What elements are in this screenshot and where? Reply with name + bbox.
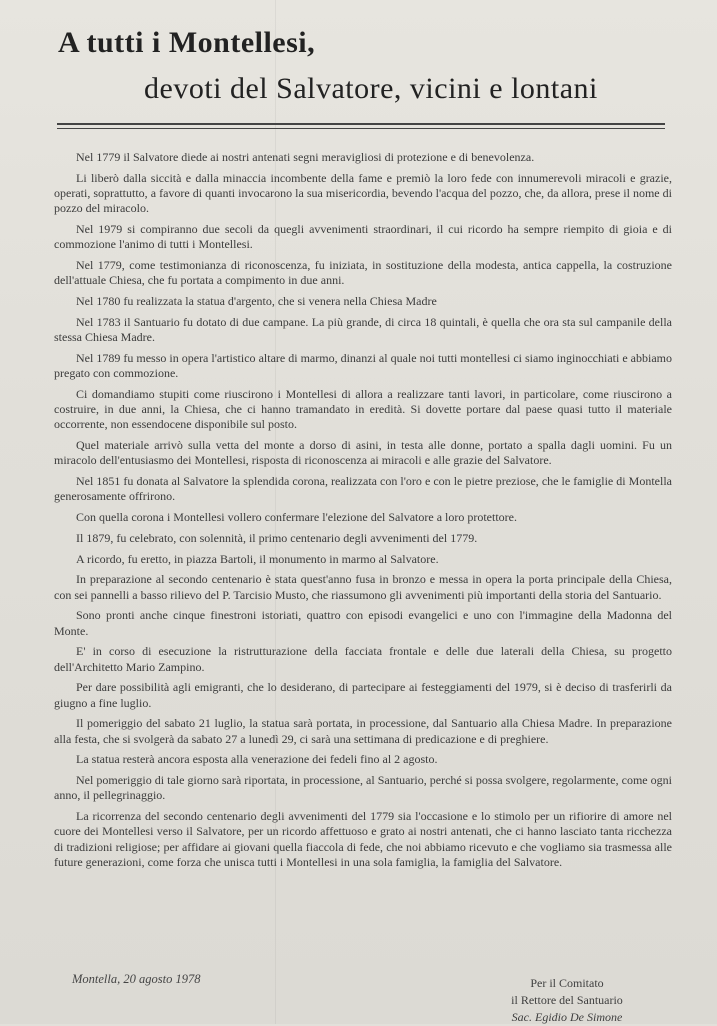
paragraph: Li liberò dalla siccità e dalla minaccia incombente della fame e premiò la loro fede con innumerevoli miracoli e grazie, operati, soprattutto, a favore di quanti invocarono la sua misericordia, bevendo l'acqua del pozzo, che, da allora, prese il nome di pozzo del miracolo. — [54, 170, 672, 216]
paragraph: In preparazione al secondo centenario è stata quest'anno fusa in bronzo e messa in opera la porta principale della Chiesa, con sei pannelli a basso rilievo del P. Tarcisio Musto, che riassumono gli avvenimenti più importanti della storia del Santuario. — [54, 572, 672, 602]
paragraph: Nel 1780 fu realizzata la statua d'argento, che si venera nella Chiesa Madre — [76, 294, 437, 308]
paragraph: A ricordo, fu eretto, in piazza Bartoli, il monumento in marmo al Salvatore. — [76, 551, 439, 566]
title-line-1: A tutti i Montellesi, — [58, 26, 316, 59]
paragraph: Nel 1783 il Santuario fu dotato di due campane. La più grande, di circa 18 quintali, è quella che ora sta sul campanile della stessa Chiesa Madre. — [54, 314, 672, 344]
body-text — [54, 150, 672, 876]
paragraph: Ci domandiamo stupiti come riuscirono i Montellesi di allora a realizzare tanti lavori, in particolare, come riuscirono a costruire, in due anni, la Chiesa, che ci hanno tramandato in eredità. Si dovette portare dal paese quasi tutto il materiale occorrente, non essendocene disponibile sul posto. — [54, 386, 672, 432]
signature-role: il Rettore del Santuario — [511, 993, 623, 1007]
title-rule-thin — [57, 128, 665, 129]
signature-block — [482, 975, 652, 1026]
paragraph: Il 1879, fu celebrato, con solennità, il primo centenario degli avvenimenti del 1779. — [76, 530, 478, 545]
paragraph: Nel pomeriggio di tale giorno sarà riportata, in processione, al Santuario, perché si possa svolgere, regolarmente, come ogni anno, il pellegrinaggio. — [54, 773, 672, 803]
title-line-2: devoti del Salvatore, vicini e lontani — [144, 72, 598, 105]
paragraph: Quel materiale arrivò sulla vetta del monte a dorso di asini, in testa alle donne, portato a spalla dagli uomini. Fu un miracolo dell'entusiasmo dei Montellesi, risposta di riconoscenza ai miracoli e alle grazie del Salvatore. — [54, 438, 672, 468]
paragraph: La ricorrenza del secondo centenario degli avvenimenti del 1779 sia l'occasione e lo stimolo per un rifiorire di amore nel cuore dei Montellesi verso il Salvatore, per un ricordo affettuoso e grato ai nostri antenati, che ci hanno lasciato tanta ricchezza di tradizioni religiose; per affidare ai giovani quella fiaccola di fede, che noi abbiamo ricevuto e che vogliamo sia trasmessa alle future generazioni, come forza che unisca tutti i Montellesi in una sola famiglia, la famiglia del Salvatore. — [54, 809, 672, 869]
paragraph: Nel 1851 fu donata al Salvatore la splendida corona, realizzata con l'oro e con le pietre preziose, che le famiglie di Montella generosamente offrirono. — [54, 474, 672, 504]
title-rule — [57, 123, 665, 125]
paragraph: Nel 1779, come testimonianza di riconoscenza, fu iniziata, in sostituzione della modesta, antica cappella, la costruzione dell'attuale Chiesa, che fu portata a compimento in due anni. — [54, 258, 672, 288]
date-line: Montella, 20 agosto 1978 — [72, 972, 201, 986]
paragraph: Il pomeriggio del sabato 21 luglio, la statua sarà portata, in processione, dal Santuario alla Chiesa Madre. In preparazione alla festa, che si svolgerà da sabato 27 a lunedì 29, ci sarà una settimana di predicazione e di preghiere. — [54, 716, 672, 746]
paragraph: Nel 1789 fu messo in opera l'artistico altare di marmo, dinanzi al quale noi tutti montellesi ci siamo inginocchiati e abbiamo pregato con commozione. — [54, 350, 672, 380]
paragraph: Sono pronti anche cinque finestroni istoriati, quattro con episodi evangelici e uno con l'immagine della Madonna del Monte. — [54, 608, 672, 638]
paragraph: Per dare possibilità agli emigranti, che lo desiderano, di partecipare ai festeggiamenti del 1979, si è deciso di trasferirli da giugno a fine luglio. — [54, 680, 672, 710]
paragraph: Nel 1779 il Salvatore diede ai nostri antenati segni meravigliosi di protezione e di benevolenza. — [76, 150, 535, 164]
signature-committee: Per il Comitato — [530, 976, 604, 990]
paragraph: E' in corso di esecuzione la ristrutturazione della facciata frontale e delle due laterali della Chiesa, su progetto dell'Architetto Mario Zampino. — [54, 644, 672, 674]
paragraph: Nel 1979 si compiranno due secoli da quegli avvenimenti straordinari, il cui ricordo ha sempre riempito di gioia e di commozione l'animo di tutti i Montellesi. — [54, 222, 672, 252]
paragraph: Con quella corona i Montellesi vollero confermare l'elezione del Salvatore a loro protettore. — [76, 510, 517, 524]
signature-name: Sac. Egidio De Simone — [511, 1010, 623, 1024]
paragraph: La statua resterà ancora esposta alla venerazione dei fedeli fino al 2 agosto. — [76, 752, 438, 767]
